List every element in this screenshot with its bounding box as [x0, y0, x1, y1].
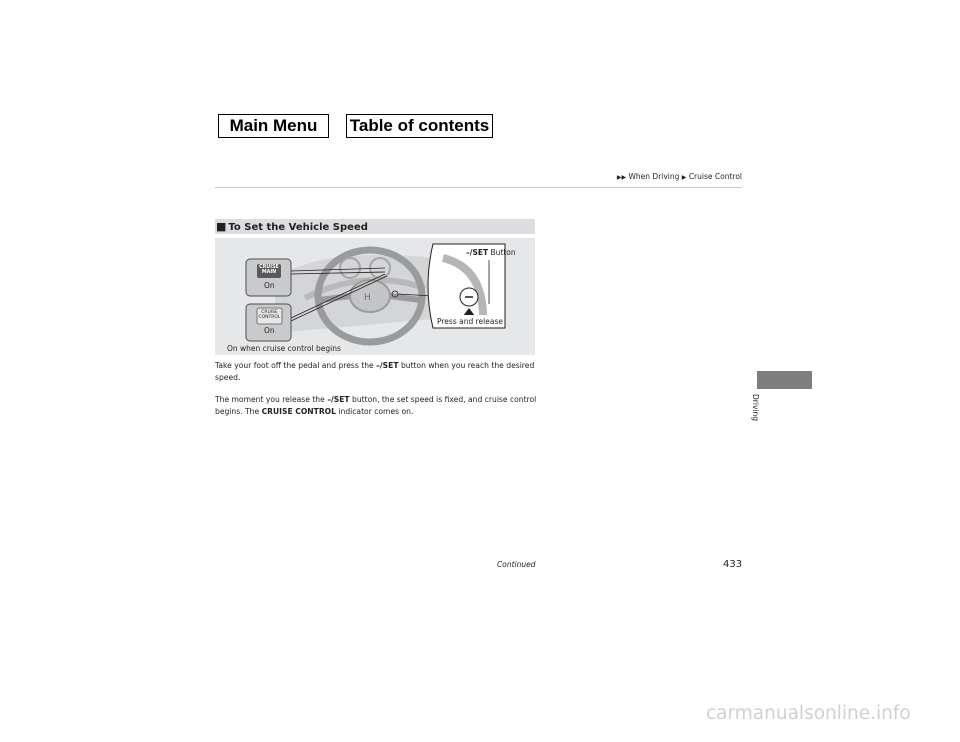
cruise-control-state: On — [264, 326, 275, 335]
cruise-main-state: On — [264, 281, 275, 290]
set-button-label: –/SET — [466, 248, 489, 257]
breadcrumb-arrow-icon: ▶▶ — [616, 174, 627, 181]
cruise-main-badge-text: CRUISE MAIN — [259, 265, 279, 276]
section-heading — [215, 219, 535, 234]
cruise-control-badge-text: CRUISE CONTROL — [258, 310, 281, 320]
table-of-contents-button[interactable]: Table of contents — [346, 114, 493, 138]
para2-bold-cruise-control: CRUISE CONTROL — [261, 407, 336, 417]
square-bullet-icon: ■ — [216, 220, 227, 233]
main-menu-button[interactable]: Main Menu — [218, 114, 329, 138]
para1-text-1: Take your foot off the pedal and press the — [215, 361, 377, 370]
para2-text-1: The moment you release the — [215, 395, 328, 404]
set-button-suffix: Button — [490, 248, 516, 257]
brand-logo-icon: H — [364, 293, 371, 303]
para2-text-2: button, the set speed is fixed, and cruise control begins. The — [215, 395, 537, 417]
breadcrumb-item-cruise-control[interactable]: Cruise Control — [688, 172, 742, 181]
breadcrumb — [617, 172, 742, 181]
press-release-label: Press and release — [437, 317, 503, 326]
set-button-callout — [466, 248, 516, 257]
figure-caption: On when cruise control begins — [227, 344, 341, 353]
paragraph-press-set — [215, 360, 540, 385]
paragraph-release-set — [215, 394, 540, 419]
section-heading-text: To Set the Vehicle Speed — [228, 222, 368, 233]
header-divider — [215, 187, 742, 188]
page-number: 433 — [723, 559, 743, 570]
cruise-control-illustration — [215, 238, 535, 355]
para1-text-2: button when you reach the desired speed. — [215, 361, 535, 383]
para1-bold-set: –/SET — [376, 361, 399, 370]
watermark-text: carmanualsonline.info — [706, 703, 911, 724]
para2-bold-set: –/SET — [327, 395, 350, 404]
breadcrumb-separator-icon: ▶ — [681, 174, 687, 181]
continued-label: Continued — [497, 560, 536, 569]
chapter-tab[interactable] — [757, 371, 812, 389]
breadcrumb-item-when-driving[interactable]: When Driving — [628, 172, 680, 181]
para2-text-3: indicator comes on. — [335, 407, 414, 417]
chapter-tab-label: Driving — [751, 394, 760, 421]
